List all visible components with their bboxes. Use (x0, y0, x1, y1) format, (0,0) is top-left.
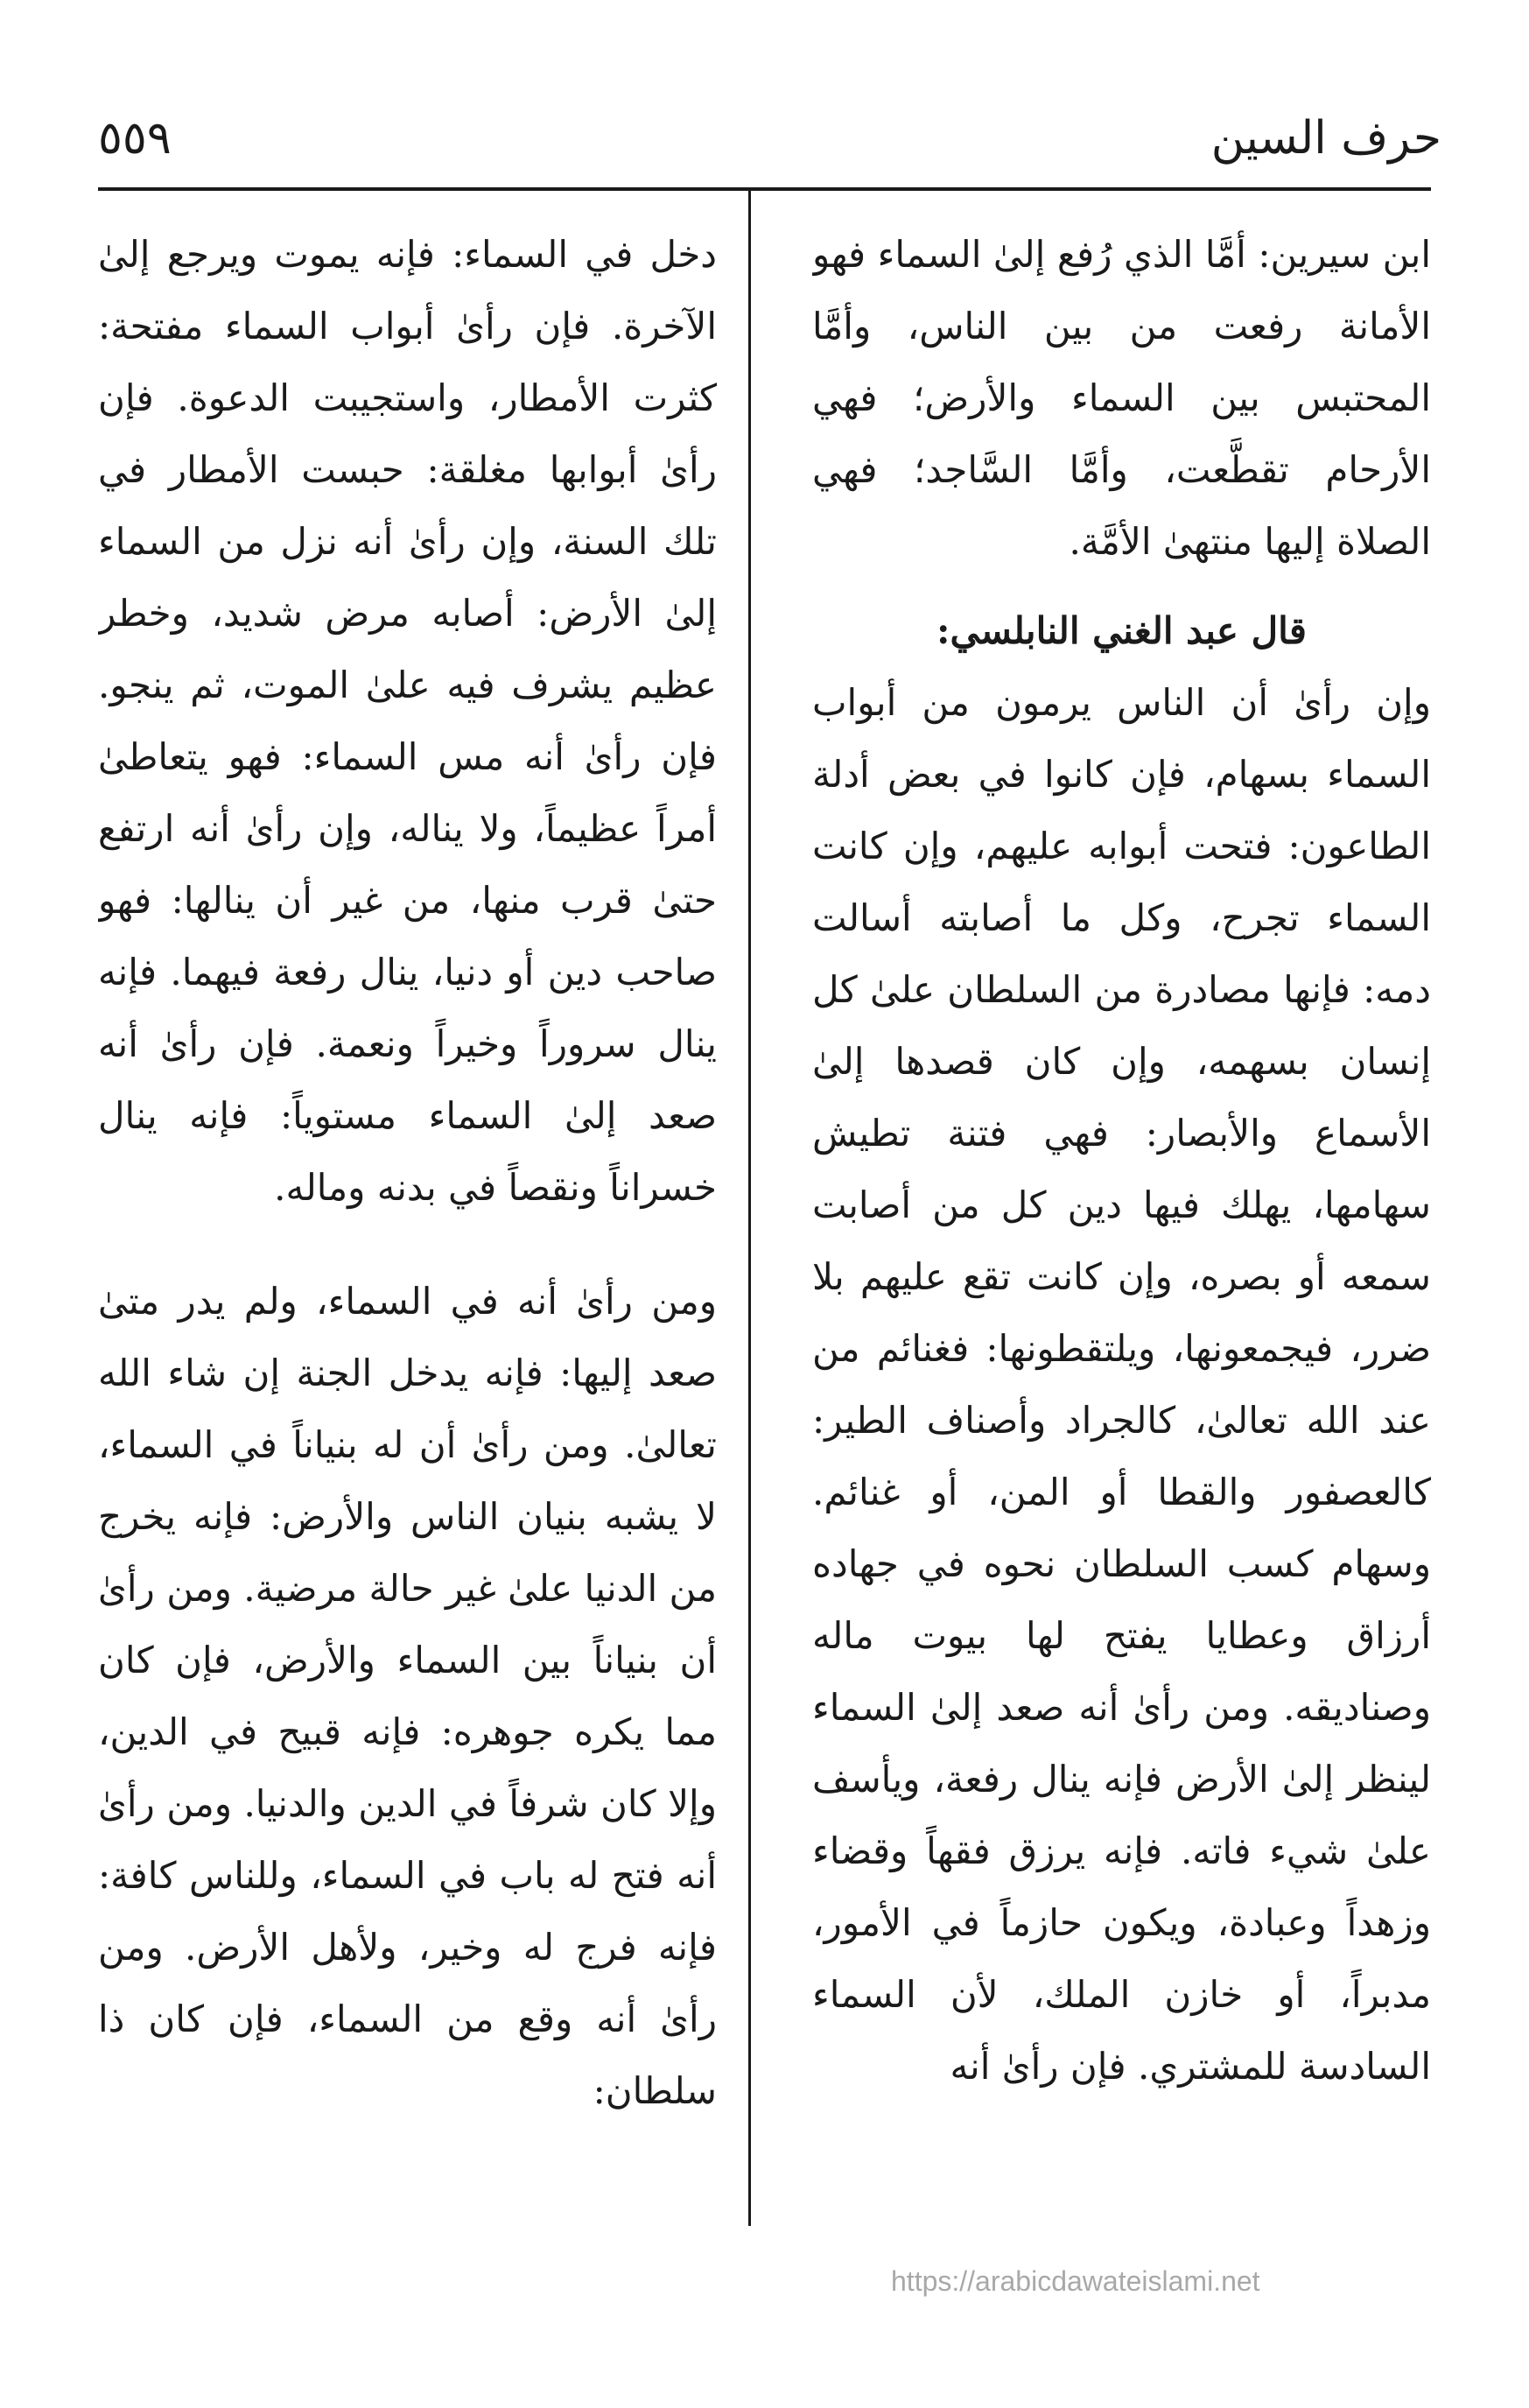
right-column-paragraph-2: وإن رأىٰ أن الناس يرمون من أبواب السماء بسهام، فإن كانوا في بعض أدلة الطاعون: فتحت أبوابه عليهم، وإن كانت السماء تجرح، وكل ما أصابته أسالت دمه: فإنها مصادرة من السلطان علىٰ كل إنسان بسهمه، وإن كان قصدها إلىٰ الأسماع والأبصار: فهي فتنة تطيش سهامها، يهلك فيها دين كل من أصابت سمعه أو بصره، وإن كانت تقع عليهم بلا ضرر، فيجمعونها، ويلتقطونها: فغنائم من عند الله تعالىٰ، كالجراد وأصناف الطير: كالعصفور والقطا أو المن، أو غنائم. وسهام كسب السلطان نحوه في جهاده أرزاق وعطايا يفتح لها بيوت ماله وصناديقه. ومن رأىٰ أنه صعد إلىٰ السماء لينظر إلىٰ الأرض فإنه ينال رفعة، ويأسف علىٰ شيء فاته. فإنه يرزق فقهاً وقضاء وزهداً وعبادة، ويكون حازماً في الأمور، مدبراً، أو خازن الملك، لأن السماء السادسة للمشتري. فإن رأىٰ أنه (812, 681, 1431, 2088)
header-rule (98, 187, 1431, 191)
column-divider (748, 191, 751, 2226)
left-column-paragraph-1: دخل في السماء: فإنه يموت ويرجع إلىٰ الآخرة. فإن رأىٰ أبواب السماء مفتحة: كثرت الأمطار، واستجيبت الدعوة. فإن رأىٰ أبوابها مغلقة: حبست الأمطار في تلك السنة، وإن رأىٰ أنه نزل من السماء إلىٰ الأرض: أصابه مرض شديد، وخطر عظيم يشرف فيه علىٰ الموت، ثم ينجو. فإن رأىٰ أنه مس السماء: فهو يتعاطىٰ أمراً عظيماً، ولا يناله، وإن رأىٰ أنه ارتفع حتىٰ قرب منها، من غير أن ينالها: فهو صاحب دين أو دنيا، ينال رفعة فيهما. فإنه ينال سروراً وخيراً ونعمة. فإن رأىٰ أنه صعد إلىٰ السماء مستوياً: فإنه ينال خسراناً ونقصاً في بدنه وماله. (98, 233, 717, 1209)
right-column (812, 219, 1431, 2223)
paragraph-spacer (812, 578, 1431, 595)
paragraph-spacer (98, 1224, 717, 1266)
page-number: ٥٥٩ (98, 112, 172, 165)
running-title: حرف السين (1210, 112, 1441, 165)
right-column-paragraph-1: ابن سيرين: أمَّا الذي رُفع إلىٰ السماء فهو الأمانة رفعت من بين الناس، وأمَّا المحتبس بين السماء والأرض؛ فهي الأرحام تقطَّعت، وأمَّا السَّاجد؛ فهي الصلاة إليها منتهىٰ الأمَّة. (812, 233, 1431, 563)
source-watermark: https://arabicdawateislami.net (891, 2265, 1260, 2297)
left-column (98, 219, 717, 2223)
section-heading: قال عبد الغني النابلسي: (936, 609, 1307, 652)
left-column-paragraph-2: ومن رأىٰ أنه في السماء، ولم يدر متىٰ صعد إليها: فإنه يدخل الجنة إن شاء الله تعالىٰ. ومن رأىٰ أن له بنياناً في السماء، لا يشبه بنيان الناس والأرض: فإنه يخرج من الدنيا علىٰ غير حالة مرضية. ومن رأىٰ أن بنياناً بين السماء والأرض، فإن كان مما يكره جوهره: فإنه قبيح في الدين، وإلا كان شرفاً في الدين والدنيا. ومن رأىٰ أنه فتح له باب في السماء، وللناس كافة: فإنه فرج له وخير، ولأهل الأرض. ومن رأىٰ أنه وقع من السماء، فإن كان ذا سلطان: (98, 1280, 717, 2112)
